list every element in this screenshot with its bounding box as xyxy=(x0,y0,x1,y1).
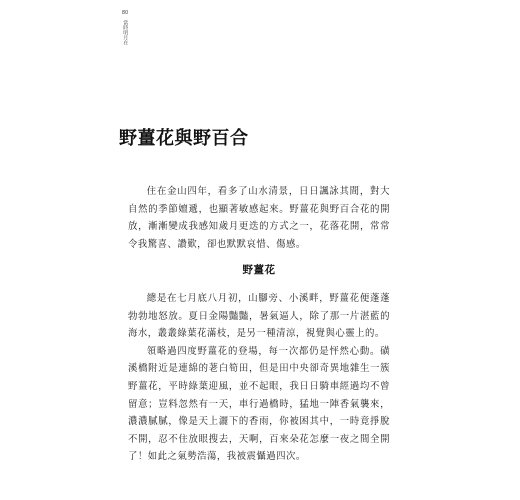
section-heading: 野薑花 xyxy=(242,264,276,276)
running-head xyxy=(120,10,130,45)
book-title: 當時明月在 xyxy=(122,19,129,45)
intro-paragraph: 住在金山四年，看多了山水清景，日日諷詠其間，對大自然的季節嬗遞，也顯著敏感起來。野薑花與野百合花的開放，漸漸變成我感知歲月更迭的方式之一，花落花開，常常令我驚喜、讚歎，卻也默默哀惜、傷感。 xyxy=(128,186,390,250)
body-paragraph-2: 領略過四度野薑花的登場，每一次都仍是怦然心動。磺溪橋附近是連綿的荖白筍田，但是田中央卻奇異地雜生一簇野薑花，平時綠葉迎風，並不起眼，我日日騎車經過均不曾留意；豈料忽然有一天，車行過橋時，猛地一陣香氣襲來，濃濃膩膩，像是天上灑下的香雨，你被困其中，一時竟掙脫不開，忍不住放眼搜去，天啊，百來朵花怎麼一夜之間全開了！如此之氣勢浩蕩，我被震懾過四次。 xyxy=(128,345,390,463)
page-number: 80 xyxy=(121,10,129,16)
intro-text xyxy=(128,183,390,253)
section-body xyxy=(128,290,390,466)
chapter-title: 野薑花與野百合 xyxy=(119,128,249,149)
body-paragraph-1: 總是在七月底八月初，山腳旁、小溪畔，野薑花便蓬蓬勃勃地怒放。夏日金陽豔豔，暑氣逼人，除了那一片湛藍的海水，叢叢綠葉花滿枝，是另一種清涼，視覺與心靈上的。 xyxy=(128,293,390,340)
